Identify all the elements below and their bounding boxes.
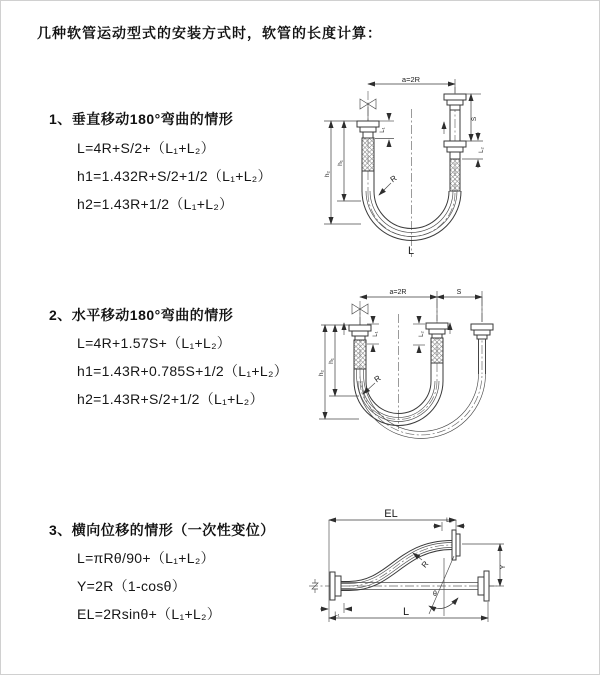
d1-dim-l1 bbox=[375, 113, 394, 147]
page-title: 几种软管运动型式的安装方式时，软管的长度计算： bbox=[37, 25, 382, 41]
d2-hose-moved bbox=[357, 339, 486, 439]
d1-left-pipe bbox=[357, 121, 379, 192]
d2-l2-label: L₂ bbox=[419, 331, 425, 337]
d3-l2-label: L₂ bbox=[446, 518, 452, 524]
section-2-formula-1: L=4R+1.57S+（L₁+L₂） bbox=[77, 335, 232, 351]
d2-h1-label: h₁ bbox=[328, 358, 335, 364]
d1-l-label: L bbox=[407, 245, 415, 257]
d3-y-label: Y bbox=[500, 564, 507, 570]
d2-centerlines bbox=[360, 297, 482, 435]
section-3-formula-2: Y=2R（1-cosθ） bbox=[77, 578, 187, 594]
section-3-heading: 3、横向位移的情形（一次性变位） bbox=[49, 522, 275, 538]
d1-dim-heights bbox=[324, 121, 361, 224]
d2-left-pipe bbox=[344, 323, 371, 369]
d2-middle-pipe bbox=[426, 323, 450, 363]
d3-theta-label: θ bbox=[433, 591, 437, 598]
d3-top-flange bbox=[452, 530, 460, 560]
d2-dim-l1 bbox=[367, 316, 379, 352]
d1-valve-icon bbox=[360, 99, 376, 121]
d2-h2-label: h₂ bbox=[318, 369, 325, 377]
d2-r-label: R bbox=[372, 373, 383, 385]
d1-radius-callout bbox=[379, 173, 399, 195]
diagram-vertical-180-bend bbox=[311, 71, 591, 266]
section-1-heading: 1、垂直移动180°弯曲的情形 bbox=[49, 111, 234, 127]
d1-centerlines bbox=[368, 87, 455, 257]
diagram-lateral-displacement bbox=[301, 496, 600, 666]
d1-dim-span bbox=[368, 75, 455, 93]
d1-span-label: a=2R bbox=[401, 75, 421, 84]
d1-dim-s-l2 bbox=[462, 94, 485, 168]
d3-right-flange bbox=[478, 571, 489, 601]
d3-l1-label: L₁ bbox=[334, 612, 340, 618]
d3-l-label: L bbox=[402, 606, 410, 618]
section-2-heading: 2、水平移动180°弯曲的情形 bbox=[49, 307, 234, 323]
section-1-formula-1: L=4R+S/2+（L₁+L₂） bbox=[77, 140, 215, 156]
diagram-horizontal-180-bend bbox=[311, 279, 600, 463]
d3-dim-el bbox=[329, 508, 456, 622]
d3-hose-displaced bbox=[341, 541, 452, 591]
d2-span-label: a=2R bbox=[389, 289, 407, 296]
section-1-formula-3: h2=1.43R+1/2（L₁+L₂） bbox=[77, 196, 234, 212]
section-1-formula-2: h1=1.432R+S/2+1/2（L₁+L₂） bbox=[77, 168, 272, 184]
d3-r-label: R bbox=[419, 559, 431, 570]
d1-s-label: S bbox=[471, 116, 478, 122]
section-2-formula-3: h2=1.43R+S/2+1/2（L₁+L₂） bbox=[77, 391, 264, 407]
d3-dim-l bbox=[329, 602, 488, 622]
d1-l2-label: L₂ bbox=[479, 147, 485, 153]
d2-s-label: S bbox=[456, 289, 462, 296]
d3-left-flange bbox=[330, 572, 341, 600]
d1-l1-label: L₁ bbox=[380, 127, 386, 133]
d1-right-pipe bbox=[444, 94, 466, 191]
d2-l1-label: L₁ bbox=[373, 331, 379, 337]
d2-dim-l2 bbox=[413, 316, 425, 353]
section-2-formula-2: h1=1.43R+0.785S+1/2（L₁+L₂） bbox=[77, 363, 288, 379]
d2-dim-heights bbox=[318, 325, 359, 419]
section-3-formula-1: L=πRθ/90+（L₁+L₂） bbox=[77, 550, 215, 566]
d2-dim-span bbox=[360, 289, 482, 322]
d3-dim-l1 bbox=[320, 603, 352, 618]
d1-h2-label: h₂ bbox=[324, 170, 331, 178]
d1-h1-label: h₁ bbox=[337, 160, 344, 166]
section-3-formula-3: EL=2Rsinθ+（L₁+L₂） bbox=[77, 606, 222, 622]
d3-el-label: EL bbox=[384, 508, 398, 520]
d1-r-label: R bbox=[388, 173, 399, 185]
